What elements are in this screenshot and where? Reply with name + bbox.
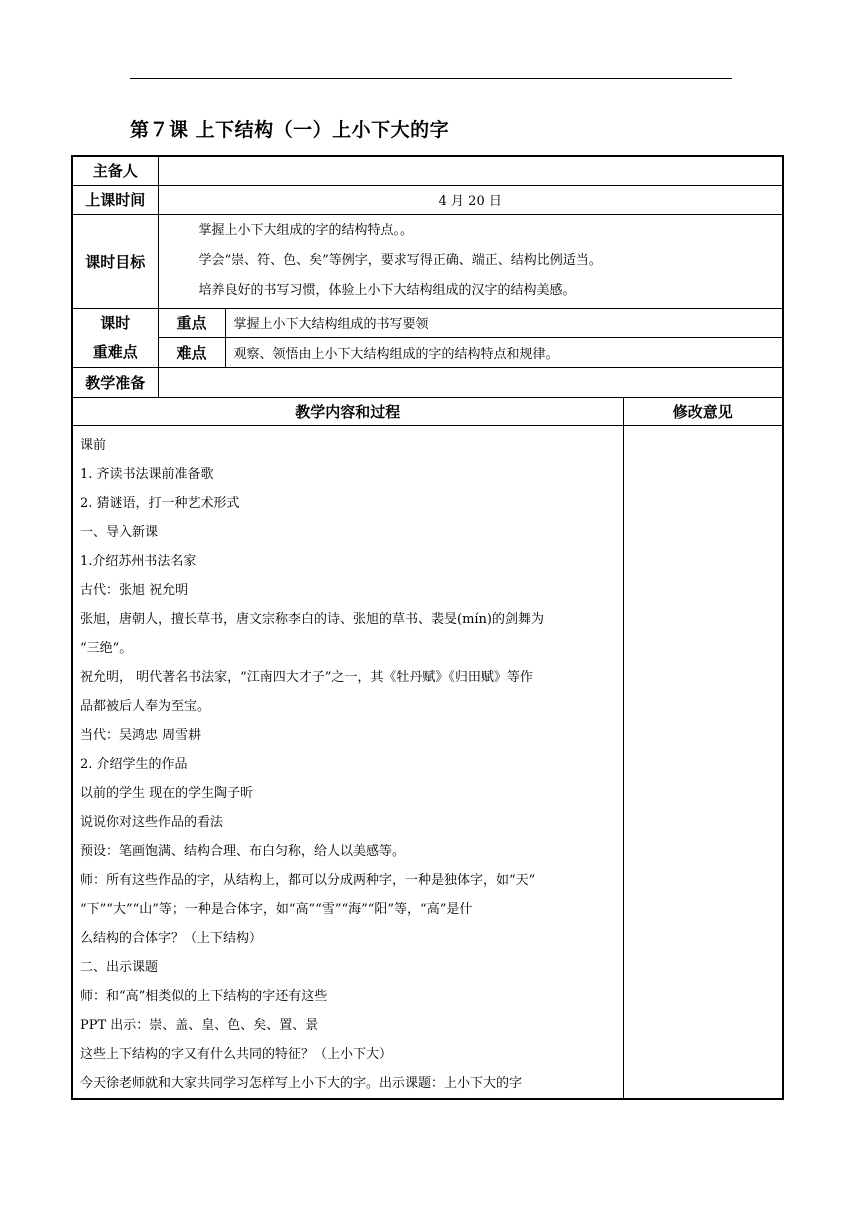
content-header: 教学内容和过程 (72, 397, 623, 425)
key-difficulty-label-line2: 重难点 (92, 342, 138, 361)
content-line: 说说你对这些作品的看法 (80, 814, 224, 830)
key-difficulty-label (72, 308, 158, 367)
header-rule (130, 78, 732, 79)
difficulty-label: 难点 (158, 338, 225, 368)
content-line: 1.介绍苏州书法名家 (80, 553, 197, 569)
content-line: 古代：张旭 祝允明 (80, 582, 189, 598)
lesson-plan-table (71, 155, 784, 1100)
content-line: “三绝”。 (80, 640, 133, 656)
teaching-prep-value (158, 367, 783, 397)
content-line: 2. 猜谜语，打一种艺术形式 (80, 495, 240, 511)
content-line: 当代：吴鸿忠 周雪耕 (80, 727, 202, 743)
row-teaching-prep (72, 367, 783, 397)
row-content-header (72, 397, 783, 425)
content-line: 张旭，唐朝人，擅长草书，唐文宗称李白的诗、张旭的草书、裴旻(mín)的剑舞为 (80, 611, 545, 627)
row-class-time (72, 185, 783, 214)
content-line: 师：所有这些作品的字，从结构上，都可以分成两种字，一种是独体字，如“天” (80, 872, 536, 888)
content-line: 这些上下结构的字又有什么共同的特征？（上小下大） (80, 1046, 393, 1062)
preparer-value (158, 156, 783, 185)
row-key-point (72, 308, 783, 338)
content-line: 祝允明， 明代著名书法家，“江南四大才子”之一，其《牡丹赋》《归田赋》等作 (80, 669, 533, 685)
content-body (72, 425, 623, 1099)
row-preparer (72, 156, 783, 185)
goals-label: 课时目标 (72, 214, 158, 308)
class-time-value: 4 月 20 日 (158, 185, 783, 214)
content-line: 师：和“高”相类似的上下结构的字还有这些 (80, 988, 328, 1004)
content-line: 一、导入新课 (80, 524, 159, 540)
content-line: “下”“大”“山”等；一种是合体字，如“高”“雪”“海”“阳”等，“高”是什 (80, 901, 473, 917)
teaching-prep-label: 教学准备 (72, 367, 158, 397)
goal-item: 掌握上小下大组成的字的结构特点。。 (198, 223, 414, 238)
content-line: 二、出示课题 (80, 959, 159, 975)
row-difficulty (72, 338, 783, 368)
difficulty-value: 观察、领悟由上小下大结构组成的字的结构特点和规律。 (225, 338, 783, 368)
key-point-value: 掌握上小下大结构组成的书写要领 (225, 308, 783, 338)
goal-item: 培养良好的书写习惯，体验上小下大结构组成的汉字的结构美感。 (198, 283, 576, 298)
content-line: PPT 出示：崇、盖、皇、色、矣、置、景 (80, 1017, 319, 1033)
row-goals (72, 214, 783, 308)
content-line: 今天徐老师就和大家共同学习怎样写上小下大的字。出示课题：上小下大的字 (80, 1075, 523, 1091)
content-line: 以前的学生 现在的学生陶子昕 (80, 785, 254, 801)
content-line: 么结构的合体字？（上下结构） (80, 930, 263, 946)
key-point-label: 重点 (158, 308, 225, 338)
content-line: 品都被后人奉为至宝。 (80, 698, 211, 714)
content-line: 预设：笔画饱满、结构合理、布白匀称，给人以美感等。 (80, 843, 406, 859)
preparer-label: 主备人 (72, 156, 158, 185)
content-line: 课前 (80, 437, 107, 453)
class-time-label: 上课时间 (72, 185, 158, 214)
key-difficulty-label-line1: 课时 (100, 313, 131, 332)
content-line: 2. 介绍学生的作品 (80, 756, 188, 772)
revision-notes (623, 425, 783, 1099)
goal-item: 学会“崇、符、色、矣”等例字，要求写得正确、端正、结构比例适当。 (198, 253, 602, 268)
row-content (72, 425, 783, 1099)
goals-list (158, 214, 783, 308)
revision-header: 修改意见 (623, 397, 783, 425)
content-line: 1. 齐读书法课前准备歌 (80, 466, 214, 482)
page-title: 第７课 上下结构（一）上小下大的字 (130, 119, 450, 141)
